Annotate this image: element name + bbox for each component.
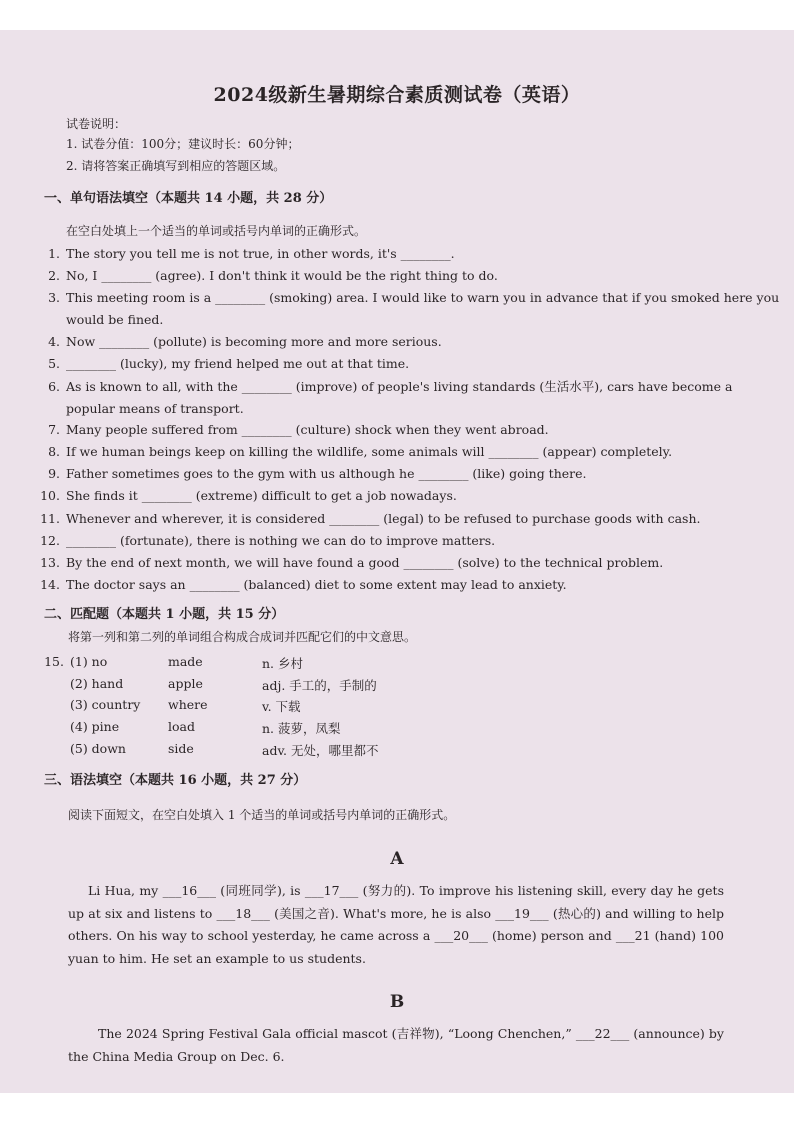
question-number: 12.: [40, 533, 60, 548]
section1-direction: 在空白处填上一个适当的单词或括号内单词的正确形式。: [66, 224, 367, 238]
question-item: [40, 334, 442, 350]
match-col1-word: (4) pine: [70, 719, 120, 734]
instructions-head: 试卷说明：: [66, 117, 127, 131]
question-number: 7.: [48, 422, 60, 437]
passage-a: Li Hua, my ___16___ (同班同学), is ___17___ (努力的). To improve his listening skill, every day he gets up at six and listens to ___18___ (美国之音). What's more, he is also ___19___ (热心的) and willing to help others. On his way to school yesterday, he came across a ___20___ (home) person and ___21 (hand) 100 yuan to him. He set an example to us students.: [68, 883, 724, 966]
match-col2-word: side: [168, 741, 194, 756]
question-text: No, I ________ (agree). I don't think it would be the right thing to do.: [66, 268, 498, 283]
question-text: The story you tell me is not true, in other words, it's ________.: [66, 246, 455, 261]
question-item: [40, 444, 672, 460]
passage-b-heading: B: [389, 992, 405, 1012]
question-number: 14.: [40, 577, 60, 592]
match-meaning: adj. 手工的，手制的: [262, 678, 377, 693]
question-number: 2.: [48, 268, 60, 283]
match-col1-word: (3) country: [70, 697, 141, 712]
question-item: [40, 488, 457, 504]
question-item: [40, 379, 732, 395]
match-meaning: n. 乡村: [262, 656, 303, 671]
question-number: 4.: [48, 334, 60, 349]
match-col2-word: where: [168, 697, 208, 712]
question-item: [40, 246, 455, 262]
question-text: She finds it ________ (extreme) difficult to get a job nowadays.: [66, 488, 457, 503]
question-item: [40, 268, 498, 284]
question-text: As is known to all, with the ________ (improve) of people's living standards (生活水平), cars have become a: [66, 379, 733, 394]
question-text: Father sometimes goes to the gym with us although he ________ (like) going there.: [66, 466, 587, 481]
question-item: [40, 401, 244, 417]
question-item: [40, 466, 586, 482]
section3-direction: 阅读下面短文，在空白处填入 1 个适当的单词或括号内单词的正确形式。: [68, 808, 456, 822]
question-item: [40, 312, 163, 328]
match-col1-word: (5) down: [70, 741, 126, 756]
question-item: [40, 422, 549, 438]
question-text: Many people suffered from ________ (culture) shock when they went abroad.: [66, 422, 549, 437]
question-number: 10.: [40, 488, 60, 503]
question-number: 1.: [48, 246, 60, 261]
question-number: 8.: [48, 444, 60, 459]
question-item: [40, 533, 495, 549]
match-col2-word: apple: [168, 676, 203, 691]
question-text: Whenever and wherever, it is considered ________ (legal) to be refused to purchase goods with cash.: [66, 511, 701, 526]
question-text: popular means of transport.: [66, 401, 244, 416]
question-number: 11.: [40, 511, 60, 526]
question-item: [40, 290, 779, 306]
question-item: [40, 511, 700, 527]
instruction-item: 2. 请将答案正确填写到相应的答题区域。: [66, 159, 286, 173]
match-col2-word: made: [168, 654, 203, 669]
question-item: [40, 555, 663, 571]
question-item: [40, 356, 409, 372]
question-text: Now ________ (pollute) is becoming more and more serious.: [66, 334, 442, 349]
section1-title: 一、单句语法填空（本题共 14 小题，共 28 分）: [44, 191, 333, 206]
question-text: would be fined.: [66, 312, 164, 327]
passage-b: The 2024 Spring Festival Gala official mascot (吉祥物), “Loong Chenchen,” ___22___ (announce) by the China Media Group on Dec. 6.: [68, 1026, 724, 1064]
match-meaning: v. 下载: [262, 699, 301, 714]
question-number: 6.: [48, 379, 60, 394]
match-meaning: adv. 无处，哪里都不: [262, 743, 379, 758]
match-meaning: n. 菠萝，凤梨: [262, 721, 341, 736]
exam-paper: [0, 30, 794, 1093]
exam-title: 2024级新生暑期综合素质测试卷（英语）: [213, 84, 581, 106]
question-number: 15.: [44, 654, 64, 669]
question-item: [40, 577, 567, 593]
question-text: ________ (lucky), my friend helped me out at that time.: [66, 356, 410, 371]
section3-title: 三、语法填空（本题共 16 小题，共 27 分）: [44, 773, 307, 788]
question-number: 3.: [48, 290, 60, 305]
question-number: 9.: [48, 466, 60, 481]
section2-title: 二、匹配题（本题共 1 小题，共 15 分）: [44, 607, 285, 622]
match-col1-word: (2) hand: [70, 676, 124, 691]
question-text: By the end of next month, we will have found a good ________ (solve) to the technical problem.: [66, 555, 664, 570]
match-col1-word: (1) no: [70, 654, 108, 669]
question-text: The doctor says an ________ (balanced) diet to some extent may lead to anxiety.: [66, 577, 567, 592]
question-number: 5.: [48, 356, 60, 371]
match-col2-word: load: [168, 719, 195, 734]
question-text: This meeting room is a ________ (smoking) area. I would like to warn you in advance that if you smoked here you: [66, 290, 780, 305]
question-text: If we human beings keep on killing the wildlife, some animals will ________ (appear) completely.: [66, 444, 673, 459]
section2-direction: 将第一列和第二列的单词组合构成合成词并匹配它们的中文意思。: [68, 630, 417, 644]
passage-a-heading: A: [390, 849, 404, 869]
question-number: 13.: [40, 555, 60, 570]
instruction-item: 1. 试卷分值：100分；建议时长：60分钟；: [66, 137, 300, 151]
question-text: ________ (fortunate), there is nothing we can do to improve matters.: [66, 533, 496, 548]
